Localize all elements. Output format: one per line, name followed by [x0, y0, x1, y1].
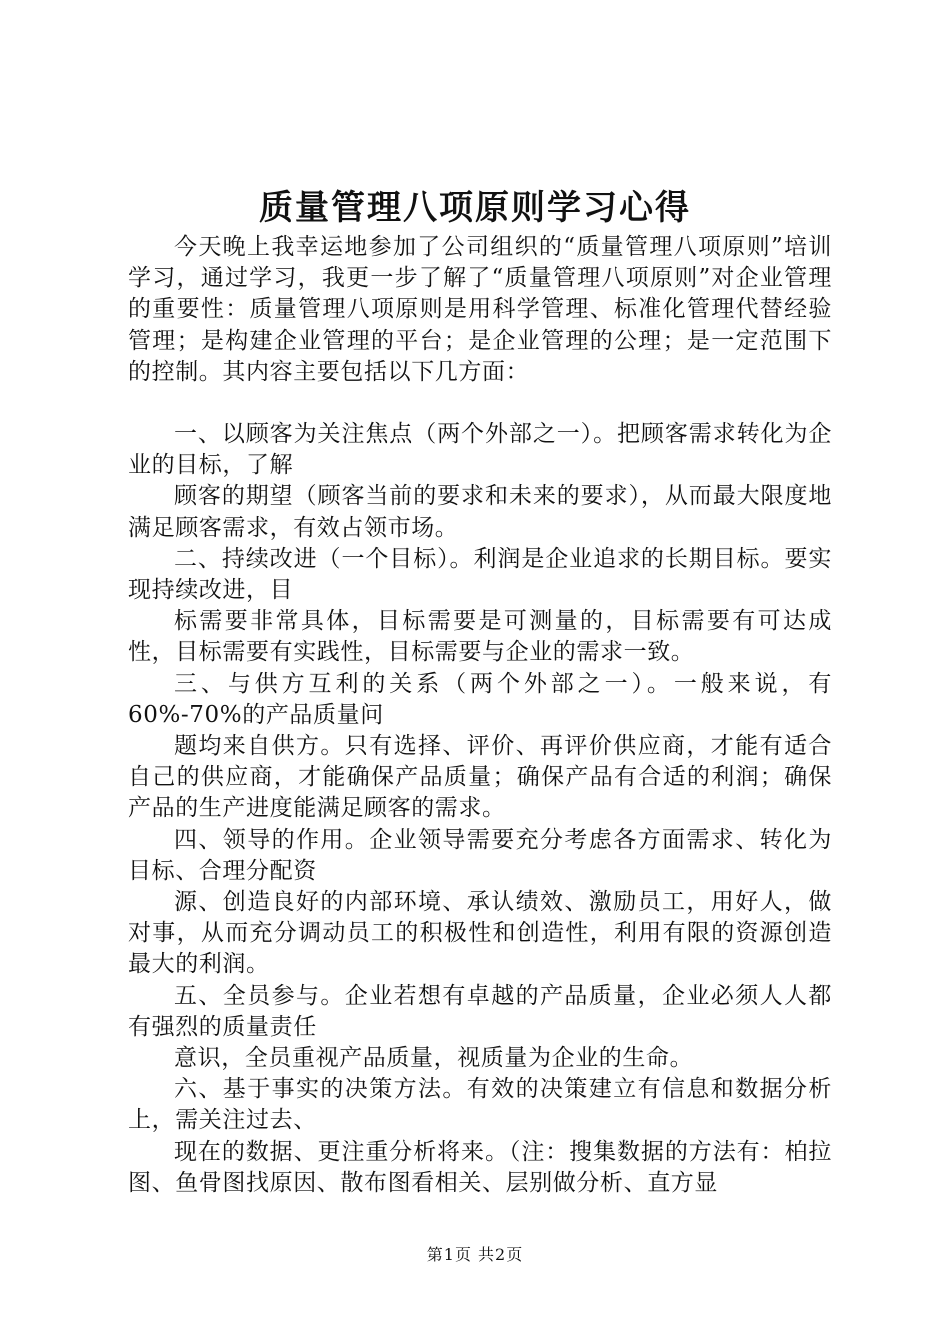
- paragraph-principle-3: 三、与供方互利的关系（两个外部之一）。一般来说，有60%-70%的产品质量问: [128, 670, 832, 728]
- paragraph-principle-2: 二、持续改进（一个目标）。利润是企业追求的长期目标。要实现持续改进，目: [128, 545, 832, 604]
- paragraph-principle-4: 四、领导的作用。企业领导需要充分考虑各方面需求、转化为目标、合理分配资: [128, 826, 832, 884]
- paragraph-principle-5: 五、全员参与。企业若想有卓越的产品质量，企业必须人人都有强烈的质量责任: [128, 982, 832, 1040]
- paragraph-principle-4-cont: 源、创造良好的内部环境、承认绩效、激励员工，用好人，做对事，从而充分调动员工的积极性和创造性，利用有限的资源创造最大的利润。: [128, 889, 832, 978]
- paragraph-principle-5-cont: 意识，全员重视产品质量，视质量为企业的生命。: [174, 1045, 694, 1072]
- document-body: [128, 232, 832, 1199]
- paragraph-principle-3-cont: 题均来自供方。只有选择、评价、再评价供应商，才能有适合自己的供应商，才能确保产品质量；确保产品有合适的利润；确保产品的生产进度能满足顾客的需求。: [128, 733, 832, 822]
- document-title: 质量管理八项原则学习心得: [259, 188, 691, 228]
- paragraph-principle-1: 一、以顾客为关注焦点（两个外部之一）。把顾客需求转化为企业的目标，了解: [128, 421, 832, 479]
- paragraph-principle-2-cont: 标需要非常具体，目标需要是可测量的，目标需要有可达成性，目标需要有实践性，目标需要与企业的需求一致。: [128, 608, 832, 666]
- page-number-footer: 第1页 共2页: [426, 1245, 524, 1264]
- paragraph-principle-1-cont: 顾客的期望（顾客当前的要求和未来的要求），从而最大限度地满足顾客需求，有效占领市场。: [128, 483, 832, 541]
- paragraph-principle-6-cont: 现在的数据、更注重分析将来。（注：搜集数据的方法有：柏拉图、鱼骨图找原因、散布图看相关、层别做分析、直方显: [128, 1138, 832, 1196]
- paragraph-principle-6: 六、基于事实的决策方法。有效的决策建立有信息和数据分析上，需关注过去、: [128, 1076, 832, 1134]
- paragraph-intro: 今天晚上我幸运地参加了公司组织的“质量管理八项原则”培训学习，通过学习，我更一步了解了“质量管理八项原则”对企业管理的重要性：质量管理八项原则是用科学管理、标准化管理代替经验管理；是构建企业管理的平台；是企业管理的公理；是一定范围下的控制。其内容主要包括以下几方面：: [128, 234, 832, 385]
